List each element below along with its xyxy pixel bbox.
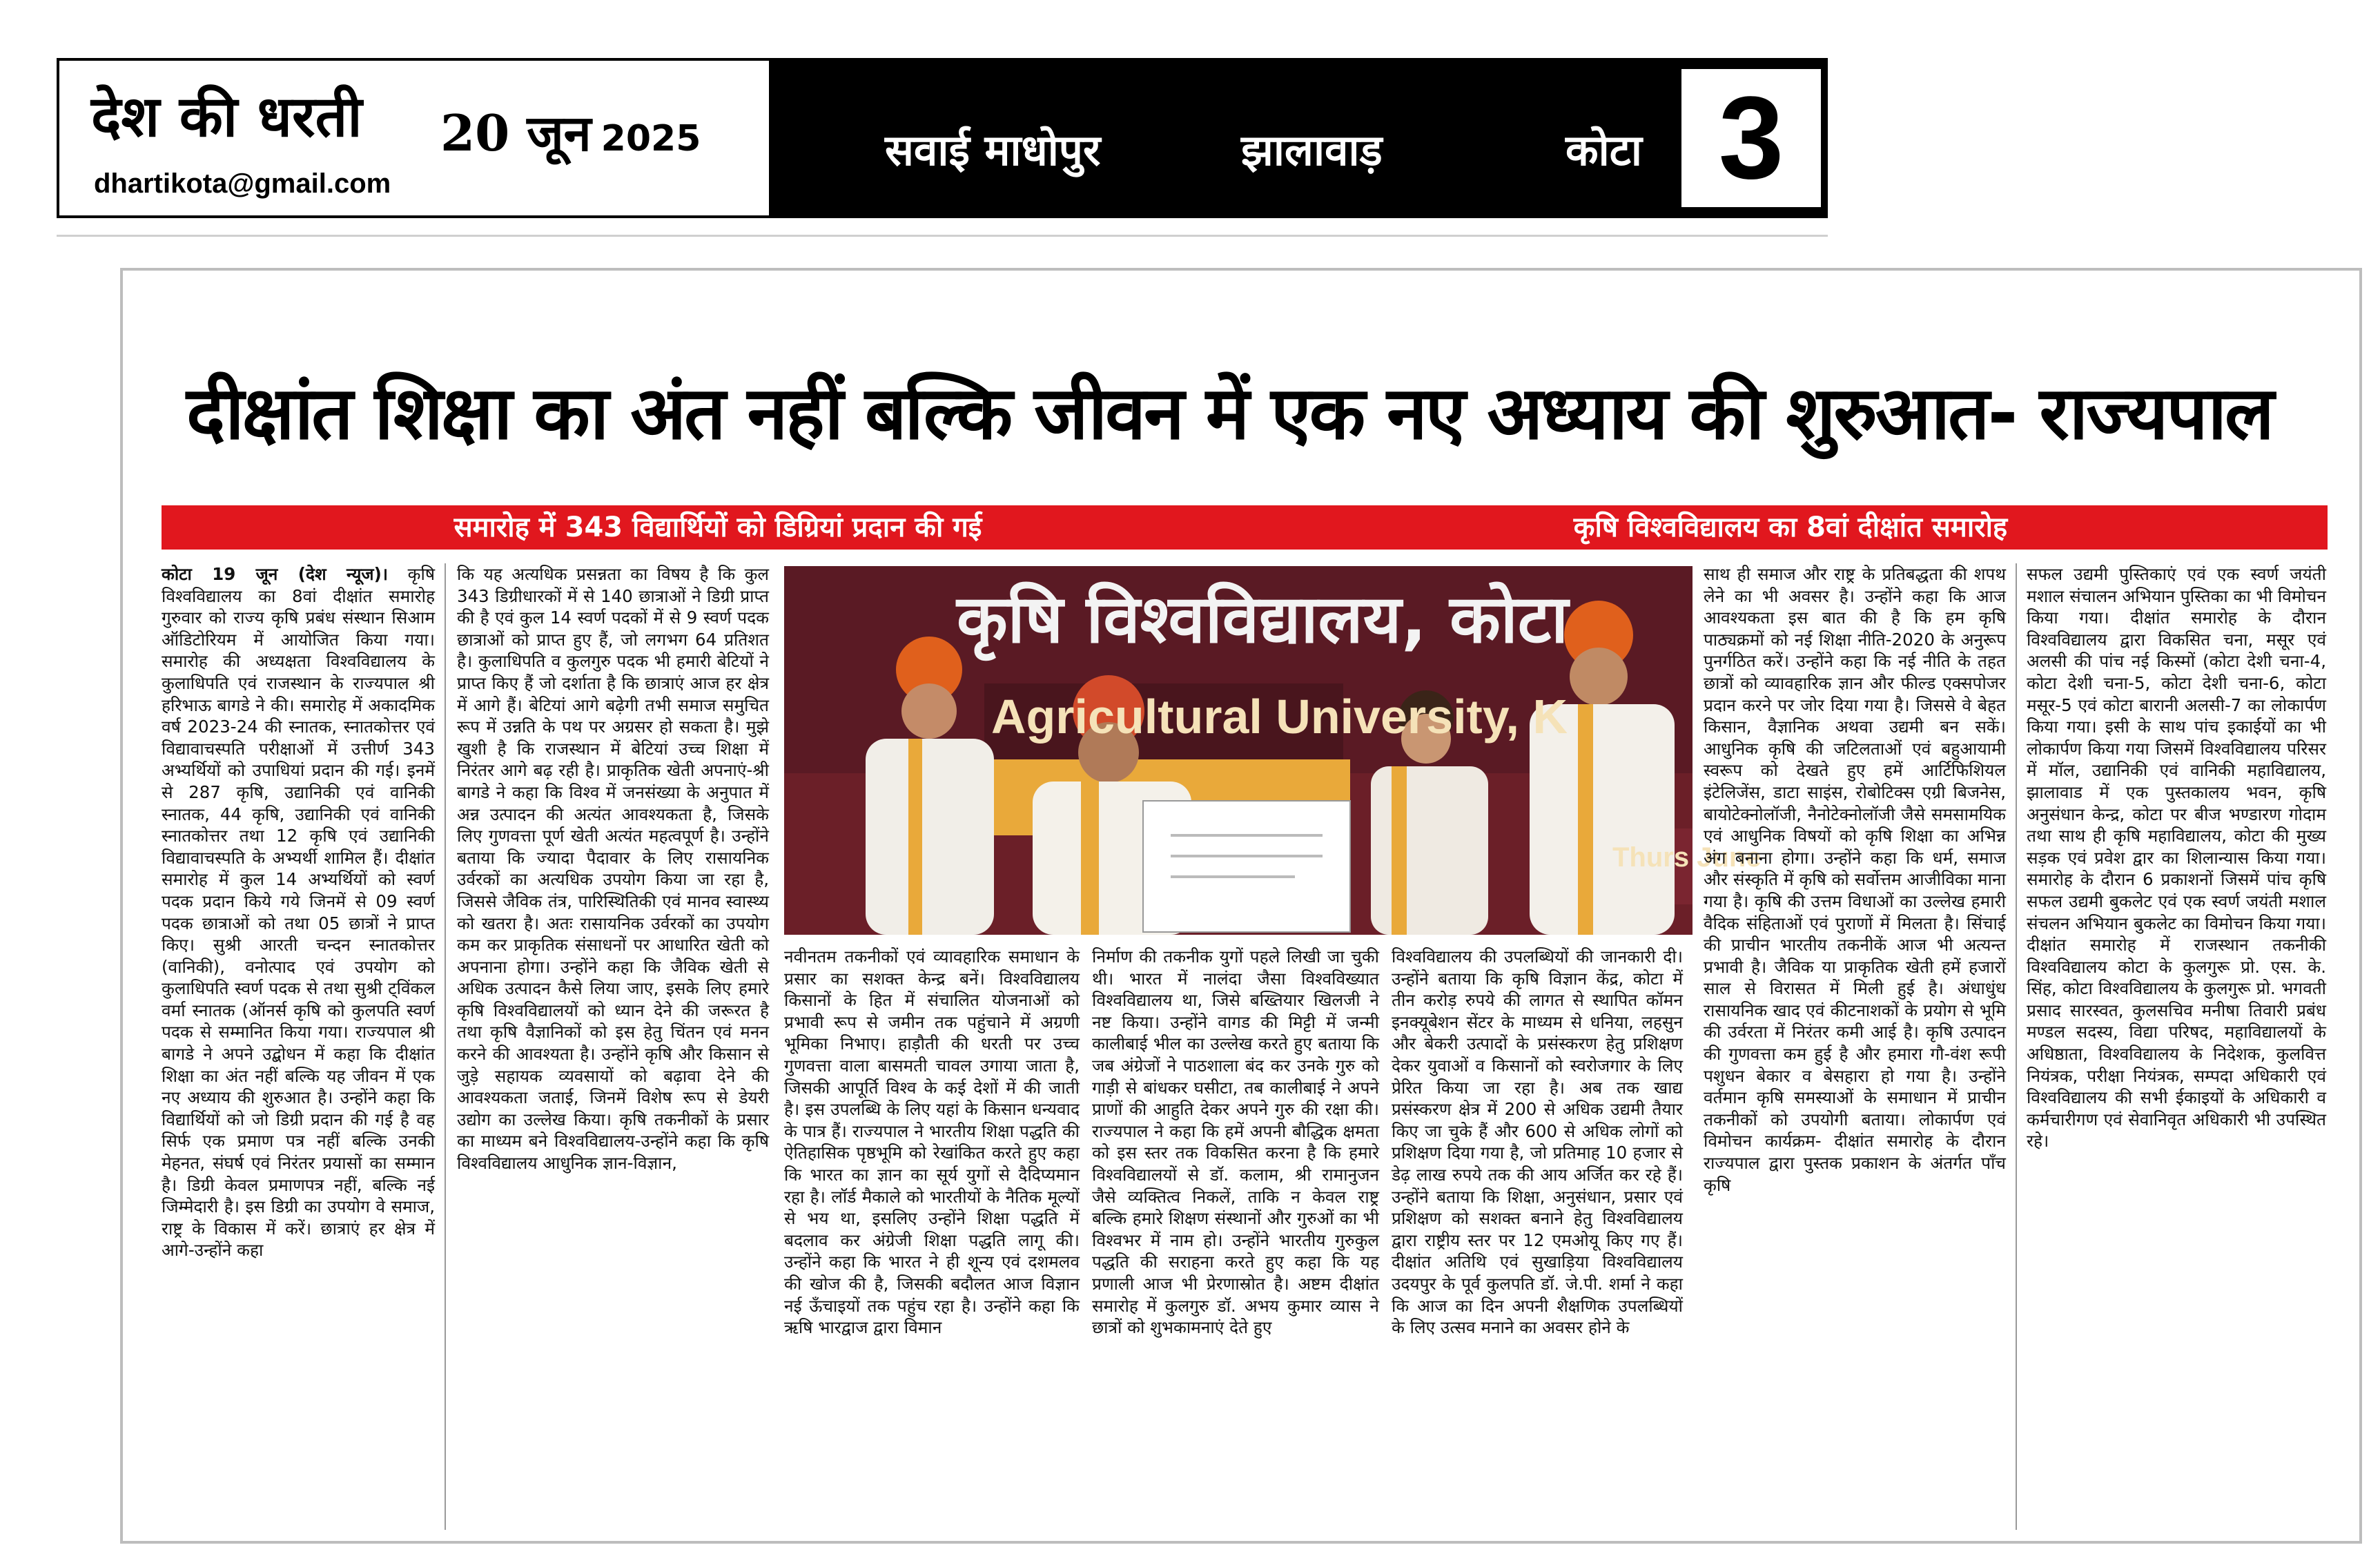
subhead-band-left bbox=[162, 505, 1274, 550]
column-divider bbox=[445, 563, 446, 1530]
column-4-text: निर्माण की तकनीक युगों पहले लिखी जा चुकी थी। भारत में नालंदा जैसा विश्वविख्यात विश्वविद्यालय था, जिसे बख्तियार खिलजी ने नष्ट किया। उन्होंने वागड की मिट्टी में जन्मी कालीबाई भील का उल्लेख करते हुए बताया कि जब अंग्रेजों ने पाठशाला बंद कर उनके गुरु को गाड़ी से बांधकर घसीटा, तब कालीबाई ने अपने प्राणों की आहुति देकर अपने गुरु की रक्षा की। राज्यपाल ने कहा कि हमें अपनी बौद्धिक क्षमता को इस स्तर तक विकसित करना है कि हमारे विश्वविद्यालयों से डॉ. कलाम, श्री रामानुजन जैसे व्यक्तित्व निकलें, ताकि न केवल राष्ट्र बल्कि हमारे शिक्षण संस्थानों और गुरुओं का भी विश्वभर में नाम हो। उन्होंने भारतीय गुरुकुल पद्धति की सराहना करते हुए कहा कि यह प्रणाली आज भी प्रेरणास्रोत है। अष्टम दीक्षांत समारोह में कुलगुरु डॉ. अभय कुमार व्यास ने छात्रों को शुभकामनाएं देते हुए bbox=[1092, 946, 1379, 1338]
page-number: 3 bbox=[1718, 72, 1784, 204]
article-column-6 bbox=[1704, 563, 2006, 1537]
photo-backdrop-english: Agricultural University, K bbox=[991, 690, 1568, 744]
column-5-text: विश्वविद्यालय की उपलब्धियों की जानकारी दी। उन्होंने बताया कि कृषि विज्ञान केंद्र, कोटा में तीन करोड़ रुपये की लागत से स्थापित कॉमन इनक्यूबेशन सेंटर के माध्यम से धनिया, लहसुन और बेकरी उत्पादों के प्रसंस्करण हेतु प्रशिक्षण देकर युवाओं व किसानों को स्वरोजगार के लिए प्रेरित किया जा रहा है। अब तक खाद्य प्रसंस्करण क्षेत्र में 200 से अधिक उद्यमी तैयार किए जा चुके हैं और 600 से अधिक लोगों को प्रशिक्षण दिया गया है, जो प्रतिमाह 10 हजार से डेढ़ लाख रुपये तक की आय अर्जित कर रहे हैं। उन्होंने बताया कि शिक्षा, अनुसंधान, प्रसार एवं प्रशिक्षण को सशक्त बनाने हेतु विश्वविद्यालय द्वारा राष्ट्रीय स्तर पर 12 एमओयू किए गए हैं। दीक्षांत अतिथि एवं सुखाड़िया विश्वविद्यालय उदयपुर के पूर्व कुलपति डॉ. जे.पी. शर्मा ने कहा कि आज का दिन अपनी शैक्षणिक उपलब्धियों के लिए उत्सव मनाने का अवसर होने के bbox=[1392, 946, 1683, 1338]
column-6-text: साथ ही समाज और राष्ट्र के प्रतिबद्धता की शपथ लेने का भी अवसर है। उन्होंने कहा कि आज आवश्यकता इस बात की है कि हम कृषि पाठ्यक्रमों को नई शिक्षा नीति-2020 के अनुरूप पुनर्गठित करें। उन्होंने कहा कि नई नीति के तहत छात्रों को व्यावहारिक ज्ञान और फील्ड एक्सपोजर प्रदान करने पर जोर दिया गया है। जिससे वे बेहत किसान, वैज्ञानिक अथवा उद्यमी बन सकें। आधुनिक कृषि की जटिलताओं एवं बहुआयामी स्वरूप को देखते हुए हमें आर्टिफिशियल इंटेलिजेंस, डाटा साइंस, रोबोटिक्स एग्री बिजनेस, बायोटेक्नोलॉजी, नैनोटेक्नोलॉजी जैसे समसामयिक एवं आधुनिक विषयों को कृषि शिक्षा का अभिन्न अंग बनाना होगा। उन्होंने कहा कि धर्म, समाज और संस्कृति में कृषि को सर्वोत्तम आजीविका माना गया है। कृषि की उत्तम विधाओं का उल्लेख हमारी वैदिक संहिताओं एवं पुराणों में मिलता है। सिंचाई की प्राचीन भारतीय तकनीकें आज भी अत्यन्त प्रभावी है। जैविक या प्राकृतिक खेती हमें हजारों साल से विरासत में मिली हुई है। अंधाधुंध रासायनिक खाद एवं कीटनाशकों के प्रयोग से भूमि की उर्वरता में निरंतर कमी आई है। कृषि उत्पादन की गुणवत्ता कम हुई है और हमारा गौ-वंश रूपी पशुधन बेकार व बेसहारा हो गया है। उन्होंने वर्तमान कृषि समस्याओं के समाधान में प्राचीन तकनीकों को उपयोगी बताया। लोकार्पण एवं विमोचन कार्यक्रम- दीक्षांत समारोह के दौरान राज्यपाल द्वारा पुस्तक प्रकाशन के अंतर्गत पाँच कृषि bbox=[1704, 564, 2006, 1195]
column-2-text: कि यह अत्यधिक प्रसन्नता का विषय है कि कुल 343 डिग्रीधारकों में से 140 छात्राओं ने डिग्री प्राप्त की है एवं कुल 14 स्वर्ण पदकों में से 9 स्वर्ण पदक छात्राओं को प्राप्त हुए हैं, जो लगभग 64 प्रतिशत है। कुलाधिपति व कुलगुरु पदक भी हमारी बेटियों ने प्राप्त किए हैं जो दर्शाता है कि छात्राएं आज हर क्षेत्र में आगे हैं। बेटियां आगे बढ़ेगी तभी समाज समुचित रूप में उन्नति के पथ पर अग्रसर हो सकता है। मुझे खुशी है कि राजस्थान में बेटियां उच्च शिक्षा में निरंतर आगे बढ़ रही है। प्राकृतिक खेती अपनाएं-श्री बागडे ने कहा कि विश्व में जनसंख्या के अनुपात में अन्न उत्पादन की अत्यंत आवश्यकता है, जिसके लिए गुणवत्ता पूर्ण खेती अत्यंत महत्वपूर्ण है। उन्होंने बताया कि ज्यादा पैदावार के लिए रासायनिक उर्वरकों का अत्यधिक उपयोग किया जा रहा है, जिससे जैविक तंत्र, पारिस्थितिकी एवं मानव स्वास्थ्य को खतरा है। अतः रासायनिक उर्वरकों का उपयोग कम कर प्राकृतिक संसाधनों पर आधारित खेती को अपनाना होगा। उन्होंने कहा कि जैविक खेती से अधिक उत्पादन कैसे लिया जाए, इसके लिए हमारे कृषि विश्वविद्यालयों को ध्यान देने की जरूरत है तथा कृषि वैज्ञानिकों को इस हेतु चिंतन एवं मनन करने की आवश्यता है। उन्होंने कृषि और किसान से जुड़े सहायक व्यवसायों को बढ़ावा देने की आवश्यकता जताई, जिनमें विशेष रूप से डेयरी उद्योग का उल्लेख किया। कृषि तकनीकों के प्रसार का माध्यम बने विश्वविद्यालय-उन्होंने कहा कि कृषि विश्वविद्यालय आधुनिक ज्ञान-विज्ञान, bbox=[457, 564, 769, 1174]
photo-backdrop-date: Thurs June bbox=[1612, 842, 1762, 873]
date-text: 20 जून bbox=[440, 104, 592, 162]
photo-backdrop-hindi: कृषि विश्वविद्यालय, कोटा bbox=[957, 581, 1569, 658]
article-column-2 bbox=[457, 563, 769, 1537]
paper-email: dhartikota@gmail.com bbox=[94, 168, 391, 199]
article-column-5 bbox=[1392, 946, 1683, 1541]
date-year: 2025 bbox=[601, 118, 701, 159]
column-3-text: नवीनतम तकनीकों एवं व्यावहारिक समाधान के प्रसार का सशक्त केन्द्र बनें। विश्वविद्यालय किसानों के हित में संचालित योजनाओं को प्रभावी रूप से जमीन तक पहुंचाने में अग्रणी भूमिका निभाए। हाड़ौती की धरती पर उच्च गुणवत्ता वाला बासमती चावल उगाया जाता है, जिसकी आपूर्ति विश्व के कई देशों में की जाती है। इस उपलब्धि के लिए यहां के किसान धन्यवाद के पात्र हैं। राज्यपाल ने भारतीय शिक्षा पद्धति की ऐतिहासिक पृष्ठभूमि को रेखांकित करते हुए कहा कि भारत का ज्ञान का सूर्य युगों से दैदिप्यमान रहा है। लॉर्ड मैकाले को भारतीयों के नैतिक मूल्यों से भय था, इसलिए उन्होंने शिक्षा पद्धति में बदलाव कर अंग्रेजी शिक्षा पद्धति लागू की। उन्होंने कहा कि भारत ने ही शून्य एवं दशमलव की खोज की है, जिसकी बदौलत आज विज्ञान नई ऊँचाइयों तक पहुंच रहा है। उन्होंने कहा कि ऋषि भारद्वाज द्वारा विमान bbox=[784, 946, 1080, 1338]
article-column-1 bbox=[162, 563, 435, 1537]
masthead-name-block bbox=[59, 61, 769, 215]
page-number-box bbox=[1681, 69, 1821, 207]
paper-name: देश की धरती bbox=[91, 84, 362, 150]
subhead-right-text: कृषि विश्वविद्यालय का 8वां दीक्षांत समारोह bbox=[1573, 512, 2008, 543]
masthead-rule bbox=[57, 235, 1828, 237]
article-column-4 bbox=[1092, 946, 1379, 1541]
subhead-left-text: समारोह में 343 विद्यार्थियों को डिग्रियां प्रदान की गई bbox=[453, 512, 982, 543]
convocation-photo bbox=[784, 566, 1762, 935]
edition-sawai-madhopur: सवाई माधोपुर bbox=[885, 125, 1101, 175]
column-1-text: कृषि विश्वविद्यालय का 8वां दीक्षांत समारोह गुरुवार को राज्य कृषि प्रबंध संस्थान सिआम ऑडिटोरियम में आयोजित किया गया। समारोह की अध्यक्षता विश्वविद्यालय के कुलाधिपति एवं राजस्थान के राज्यपाल श्री हरिभाऊ बागडे ने की। समारोह में अकादमिक वर्ष 2023-24 की स्नातक, स्नातकोत्तर एवं विद्यावाचस्पति परीक्षाओं में उत्तीर्ण 343 अभ्यर्थियों को उपाधियां प्रदान की गई। इनमें से 287 कृषि, उद्यानिकी एवं वानिकी स्नातक, 44 कृषि, उद्यानिकी एवं वानिकी स्नातकोत्तर तथा 12 कृषि एवं उद्यानिकी विद्यावाचस्पति के अभ्यर्थी शामिल हैं। दीक्षांत समारोह में कुल 14 अभ्यर्थियों को स्वर्ण पदक प्रदान किये गये जिनमें से 09 स्वर्ण पदक छात्राओं को तथा 05 छात्रों ने प्राप्त किए। सुश्री आरती चन्दन स्नातकोत्तर (वानिकी), वनोत्पाद एवं उपयोग को कुलाधिपति स्वर्ण पदक से तथा सुश्री ट्विंकल वर्मा स्नातक (ऑनर्स कृषि को कुलपति स्वर्ण पदक से सम्मानित किया गया। राज्यपाल श्री बागडे ने अपने उद्बोधन में कहा कि दीक्षांत शिक्षा का अंत नहीं बल्कि यह जीवन में एक नए अध्याय की शुरुआत है। उन्होंने कहा कि विद्यार्थियों को जो डिग्री प्रदान की गई है वह सिर्फ एक प्रमाण पत्र नहीं बल्कि उनकी मेहनत, संघर्ष एवं निरंतर प्रयासों का सम्मान है। डिग्री केवल प्रमाणपत्र नहीं, बल्कि नई जिम्मेदारी है। इस डिग्री का उपयोग वे समाज, राष्ट्र के विकास में करें। छात्राएं हर क्षेत्र में आगे-उन्होंने कहा bbox=[162, 564, 435, 1261]
column-divider bbox=[2016, 563, 2017, 1530]
dateline: कोटा 19 जून (देश न्यूज)। bbox=[162, 564, 389, 584]
article-column-3 bbox=[784, 946, 1080, 1541]
column-7-text: सफल उद्यमी पुस्तिकाएं एवं एक स्वर्ण जयंती मशाल संचालन अभियान पुस्तिका का भी विमोचन किया गया। दीक्षांत समारोह के दौरान विश्वविद्यालय द्वारा विकसित चना, मसूर एवं अलसी की पांच नई किस्मों (कोटा देशी चना-4, कोटा देशी चना-5, कोटा देशी चना-6, कोटा मसूर-5 एवं कोटा बारानी अलसी-7 का लोकार्पण किया गया। इसी के साथ पांच इकाईयों का भी लोकार्पण किया गया जिसमें विश्वविद्यालय परिसर में मॉल, उद्यानिकी एवं वानिकी महाविद्यालय, झालावाड में एक पुस्तकालय भवन, कृषि अनुसंधान केन्द्र, कोटा पर बीज भण्डारण गोदाम तथा साथ ही कृषि महाविद्यालय, कोटा की मुख्य सड़क एवं प्रवेश द्वार का शिलान्यास किया गया। समारोह के दौरान 6 प्रकाशनों जिसमें पांच कृषि सफल उद्यमी बुकलेट एवं एक स्वर्ण जयंती मशाल संचलन अभियान बुकलेट का विमोचन किया गया। दीक्षांत समारोह में राजस्थान तकनीकी विश्वविद्यालय कोटा के कुलगुरू प्रो. एस. के. सिंह, कोटा विश्वविद्यालय के कुलगुरू प्रो. भगवती प्रसाद सारस्वत, कुलसचिव मनीषा तिवारी प्रबंध मण्डल सदस्य, विद्या परिषद, महाविद्यालयों के अधिष्ठाता, विश्वविद्यालय के निदेशक, कुलवित्त नियंत्रक, परीक्षा नियंत्रक, सम्पदा अधिकारी एवं विश्वविद्यालय की सभी ईकाइयों के अधिकारी व कर्मचारीगण एवं सेवानिवृत अधिकारी भी उपस्थित रहे। bbox=[2027, 564, 2326, 1152]
article-headline: दीक्षांत शिक्षा का अंत नहीं बल्कि जीवन में एक नए अध्याय की शुरुआत- राज्यपाल bbox=[186, 371, 2272, 456]
edition-jhalawar: झालावाड़ bbox=[1241, 125, 1383, 175]
paper-date bbox=[440, 98, 701, 166]
article-column-7 bbox=[2027, 563, 2326, 1537]
news-clipping bbox=[120, 268, 2362, 1544]
edition-kota: कोटा bbox=[1565, 125, 1642, 175]
subhead-band-right bbox=[1254, 505, 2328, 550]
masthead bbox=[57, 58, 1828, 218]
